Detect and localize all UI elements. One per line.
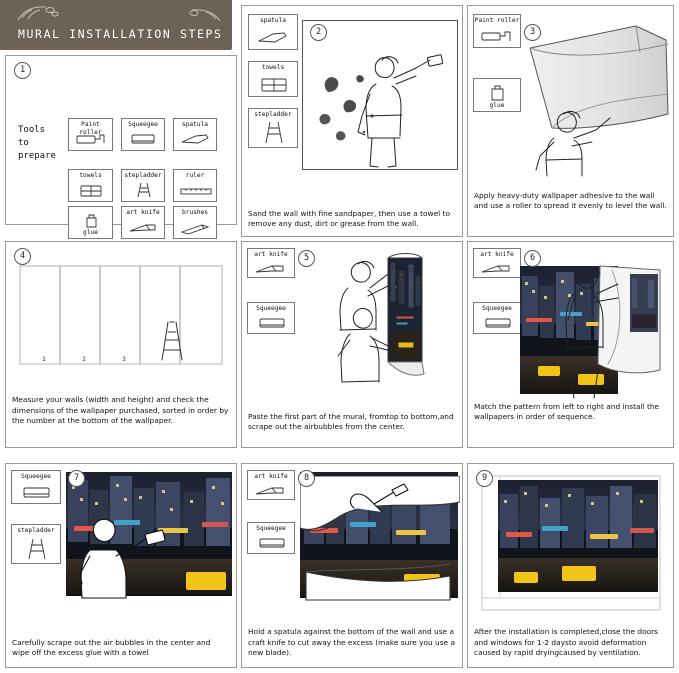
step-number-2: 2 — [310, 24, 327, 41]
step-panel-8 — [241, 463, 463, 668]
tool-chip-stepladder-7: stepladder — [11, 524, 61, 564]
squeegee-icon — [122, 119, 166, 152]
tools-to-prepare-label: Tools to prepare — [18, 125, 56, 161]
svg-text:3: 3 — [122, 355, 126, 363]
tool-chip-glue: glue — [68, 206, 113, 239]
step-panel-5 — [241, 241, 463, 448]
step-number-5: 5 — [298, 250, 315, 267]
illustration-apply-adhesive — [518, 18, 670, 178]
tool-chip-spatula-2: spatula — [248, 14, 298, 50]
step-panel-7 — [5, 463, 237, 668]
illustration-scrape-bubbles — [72, 516, 176, 600]
step-caption-8: Hold a spatula against the bottom of the wall and use a craft knife to cut away the excess (make sure you use a new blade). — [248, 627, 455, 658]
step-caption-9: After the installation is completed,close the doors and windows for 1-2 daysto avoid deformation caused by rapid dryingcaused by ventilation. — [474, 627, 659, 658]
paint-roller-icon — [69, 119, 114, 152]
glue-icon — [474, 79, 522, 113]
step-number-8: 8 — [298, 470, 315, 487]
step-caption-5: Paste the first part of the mural, fromtop to bottom,and scrape out the airbubbles from the center. — [248, 411, 454, 432]
step-number-3: 3 — [524, 24, 541, 41]
illustration-match-pattern — [564, 260, 672, 400]
page-title: MURAL INSTALLATION STEPS — [18, 27, 223, 41]
glue-icon — [69, 207, 114, 240]
tool-chip-squeegee-5: Squeegee — [247, 302, 295, 334]
step-caption-4: Measure your walls (width and height) and check the dimensions of the wallpaper purchased, sorted in order by the number at the bottom of the wallpaper. — [12, 395, 229, 426]
tool-chip-squeegee-8: Squeegee — [247, 522, 295, 554]
step-number-7: 7 — [68, 470, 85, 487]
step-panel-9 — [467, 463, 674, 668]
mural-artwork-panel-9 — [498, 480, 658, 592]
step-panel-6 — [467, 241, 674, 448]
brushes-icon — [174, 207, 218, 240]
squeegee-icon — [248, 523, 296, 555]
tool-chip-squeegee-6: Squeegee — [473, 302, 521, 334]
stepladder-icon — [12, 525, 62, 565]
tool-chip-art-knife: art knife — [121, 206, 165, 239]
tool-chip-towels: towels — [68, 169, 113, 202]
step-panel-3 — [467, 5, 674, 237]
tool-chip-paint-roller-3: Paint roller — [473, 14, 521, 48]
art-knife-icon — [248, 249, 296, 279]
stepladder-icon — [249, 109, 299, 149]
tool-chip-art-knife-6: art knife — [473, 248, 521, 278]
tool-chip-squeegee-7: Squeegee — [11, 470, 61, 504]
step-panel-2 — [241, 5, 463, 237]
tool-chip-stepladder-2: stepladder — [248, 108, 298, 148]
tool-chip-towels-2: towels — [248, 61, 298, 97]
stepladder-icon — [122, 170, 166, 203]
paint-roller-icon — [474, 15, 522, 49]
steps-grid — [5, 5, 674, 668]
step-number-4: 4 — [14, 248, 31, 265]
svg-text:1: 1 — [42, 355, 46, 363]
illustration-sanding-wall — [302, 20, 458, 170]
art-knife-icon — [474, 249, 522, 279]
spatula-icon — [174, 119, 218, 152]
step-number-1: 1 — [14, 62, 31, 79]
tool-chip-stepladder: stepladder — [121, 169, 165, 202]
step-panel-4 — [5, 241, 237, 448]
tool-chip-art-knife-8: art knife — [247, 470, 295, 500]
tool-chip-art-knife-5: art knife — [247, 248, 295, 278]
towels-icon — [249, 62, 299, 98]
tool-chip-brushes: brushes — [173, 206, 217, 239]
illustration-trim-excess — [300, 476, 460, 602]
tool-chip-paint-roller: Paint roller — [68, 118, 113, 151]
squeegee-icon — [474, 303, 522, 335]
svg-text:2: 2 — [82, 355, 86, 363]
step-caption-6: Match the pattern from left to right and install the wallpapers in order of sequence. — [474, 401, 660, 422]
step-number-9: 9 — [476, 470, 493, 487]
ruler-icon — [174, 170, 218, 203]
illustration-paste-first-strip — [292, 250, 458, 400]
towels-icon — [69, 170, 114, 203]
step-caption-3: Apply heavy-duty wallpaper adhesive to the wall and use a roller to spread it evenly to level the wall. — [474, 190, 667, 211]
art-knife-icon — [248, 471, 296, 501]
step-panel-1 — [5, 55, 237, 236]
squeegee-icon — [248, 303, 296, 335]
step-caption-2: Sand the wall with fine sandpaper, then use a towel to remove any dust, dirt or grease from the wall. — [248, 208, 450, 229]
tool-chip-spatula: spatula — [173, 118, 217, 151]
step-caption-7: Carefully scrape out the air bubbles in the center and wipe off the excess glue with a towel — [12, 637, 211, 658]
tool-chip-glue-3: glue — [473, 78, 521, 112]
spatula-icon — [249, 15, 299, 51]
art-knife-icon — [122, 207, 166, 240]
step-number-6: 6 — [524, 250, 541, 267]
squeegee-icon — [12, 471, 62, 505]
illustration-wall-measure — [16, 260, 228, 370]
tool-chip-ruler: ruler — [173, 169, 217, 202]
tool-chip-squeegee: Squeegee — [121, 118, 165, 151]
